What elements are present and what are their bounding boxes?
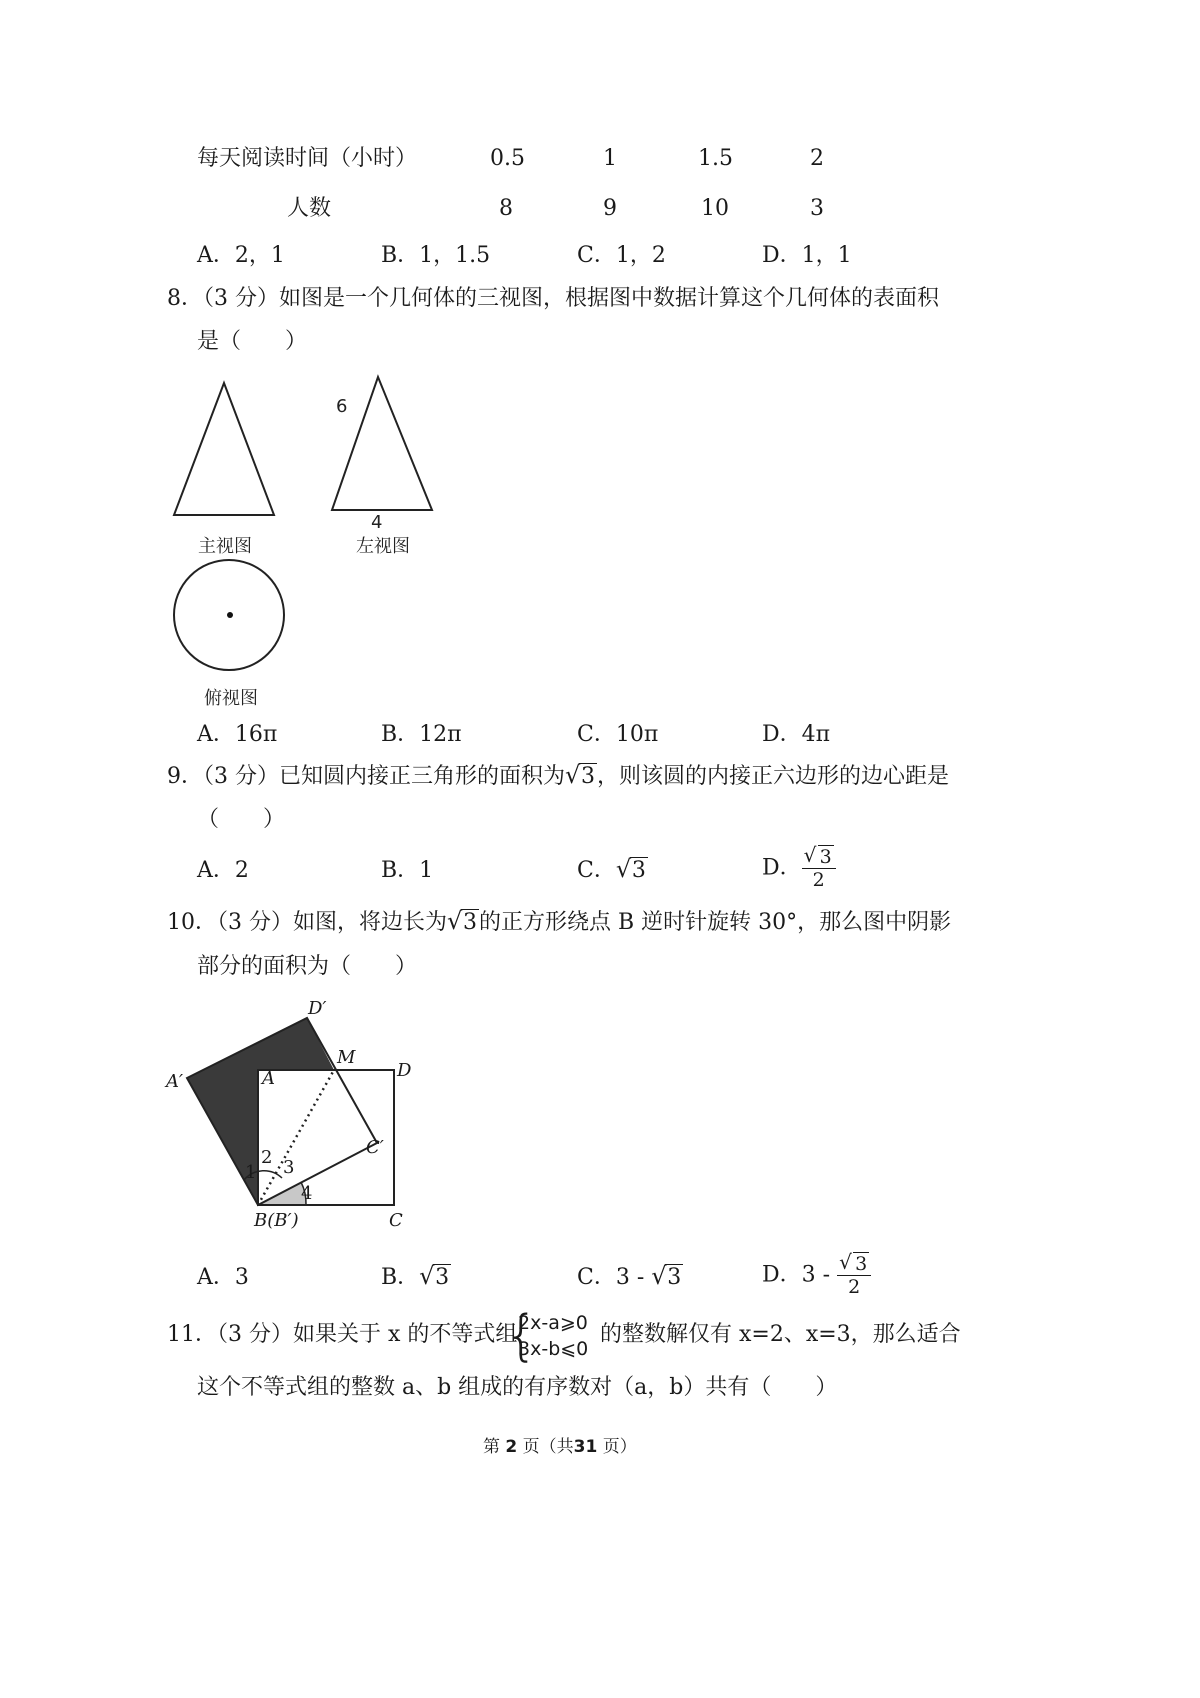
table-row1-label: 每天阅读时间（小时） bbox=[197, 146, 418, 171]
question-11-text-cont: 这个不等式组的整数 a、b 组成的有序数对（a，b）共有（ ） bbox=[197, 1375, 838, 1400]
label-m: M bbox=[337, 1047, 356, 1068]
table-cell: 1 bbox=[603, 146, 617, 171]
label-angle-2: 2 bbox=[261, 1147, 273, 1168]
fraction: √ 3 2 bbox=[802, 846, 836, 891]
label-d-prime: D′ bbox=[308, 998, 327, 1019]
table-cell: 9 bbox=[603, 196, 617, 221]
table-cell: 1.5 bbox=[698, 146, 733, 171]
option-d: D．4π bbox=[762, 722, 831, 747]
option-label: B． bbox=[381, 1265, 420, 1290]
inequality-1: 2x-a⩾0 bbox=[518, 1312, 588, 1334]
question-9-part1: 9．（3 分）已知圆内接正三角形的面积为 bbox=[167, 764, 565, 789]
question-10-part2: 的正方形绕点 B 逆时针旋转 30°，那么图中阴影 bbox=[479, 910, 952, 935]
radicand: 3 bbox=[463, 910, 477, 935]
question-11-text-part1: 11．（3 分）如果关于 x 的不等式组 bbox=[167, 1322, 518, 1347]
side-length-label: 6 bbox=[336, 396, 348, 417]
question-11-text-part2: 的整数解仅有 x=2、x=3，那么适合 bbox=[600, 1322, 961, 1347]
label-c: C bbox=[389, 1210, 403, 1231]
option-a: A．2 bbox=[197, 858, 249, 883]
page-footer bbox=[483, 1432, 637, 1457]
footer-suffix: 页） bbox=[602, 1437, 637, 1457]
option-c: C．1，2 bbox=[577, 243, 666, 268]
radicand: 3 bbox=[819, 846, 832, 868]
front-view-label: 主视图 bbox=[198, 536, 252, 557]
table-row2-label: 人数 bbox=[287, 196, 332, 221]
label-angle-1: 1 bbox=[245, 1162, 257, 1183]
footer-prefix: 第 bbox=[483, 1437, 500, 1457]
sqrt-expression: √ 3 bbox=[615, 855, 646, 883]
label-angle-3: 3 bbox=[283, 1157, 295, 1178]
option-label: D．3 - bbox=[762, 1262, 838, 1288]
label-a-prime: A′ bbox=[166, 1071, 184, 1092]
question-8-text-cont: 是（ ） bbox=[197, 329, 308, 354]
question-9-part2: ，则该圆的内接正六边形的边心距是 bbox=[597, 764, 950, 789]
option-c bbox=[577, 1264, 683, 1292]
page-number: 2 bbox=[505, 1437, 518, 1457]
radicand: 3 bbox=[631, 858, 646, 883]
label-c-prime: C′ bbox=[366, 1137, 384, 1158]
option-a: A．16π bbox=[197, 722, 278, 747]
inequality-2: 3x-b⩽0 bbox=[518, 1338, 589, 1360]
option-a: A．2，1 bbox=[197, 243, 285, 268]
label-a: A bbox=[262, 1068, 275, 1089]
table-cell: 3 bbox=[810, 196, 824, 221]
fraction: √ 3 2 bbox=[837, 1253, 871, 1298]
left-view-label: 左视图 bbox=[356, 536, 410, 557]
label-angle-4: 4 bbox=[301, 1183, 313, 1204]
denominator: 2 bbox=[848, 1276, 861, 1298]
option-d bbox=[762, 1250, 871, 1298]
question-10-text-cont: 部分的面积为（ ） bbox=[197, 954, 418, 979]
table-cell: 10 bbox=[701, 196, 729, 221]
label-d: D bbox=[397, 1060, 412, 1081]
denominator: 2 bbox=[812, 869, 825, 891]
table-cell: 0.5 bbox=[490, 146, 525, 171]
option-d: D．1，1 bbox=[762, 243, 852, 268]
table-cell: 8 bbox=[499, 196, 513, 221]
option-label: C． bbox=[577, 858, 616, 883]
radicand: 3 bbox=[435, 1265, 450, 1290]
radicand: 3 bbox=[581, 764, 595, 789]
radicand: 3 bbox=[667, 1265, 682, 1290]
sqrt-expression: √ 3 bbox=[419, 1262, 450, 1290]
base-length-label: 4 bbox=[371, 512, 383, 533]
option-b: B．1，1.5 bbox=[381, 243, 491, 268]
option-label: D． bbox=[762, 855, 802, 881]
table-cell: 2 bbox=[810, 146, 824, 171]
sqrt-expression: √ 3 bbox=[651, 1262, 682, 1290]
question-8-text: 8．（3 分）如图是一个几何体的三视图，根据图中数据计算这个几何体的表面积 bbox=[167, 286, 939, 311]
total-pages: 31 bbox=[573, 1437, 598, 1457]
label-b: B(B′) bbox=[254, 1210, 299, 1231]
radicand: 3 bbox=[855, 1253, 868, 1275]
option-a: A．3 bbox=[197, 1265, 249, 1290]
option-b: B．1 bbox=[381, 858, 434, 883]
option-b: B．12π bbox=[381, 722, 462, 747]
option-label: C．3 - bbox=[577, 1265, 652, 1290]
option-b bbox=[381, 1264, 451, 1292]
top-view-label: 俯视图 bbox=[204, 688, 258, 709]
question-9-text-cont: （ ） bbox=[197, 807, 286, 832]
footer-middle: 页（共 bbox=[522, 1437, 574, 1457]
question-10-part1: 10．（3 分）如图，将边长为 bbox=[167, 910, 447, 935]
sqrt-expression: √ 3 bbox=[565, 761, 595, 789]
sqrt-expression: √ 3 bbox=[447, 907, 477, 935]
brace-symbol: { bbox=[504, 1304, 539, 1367]
option-c: C．10π bbox=[577, 722, 659, 747]
